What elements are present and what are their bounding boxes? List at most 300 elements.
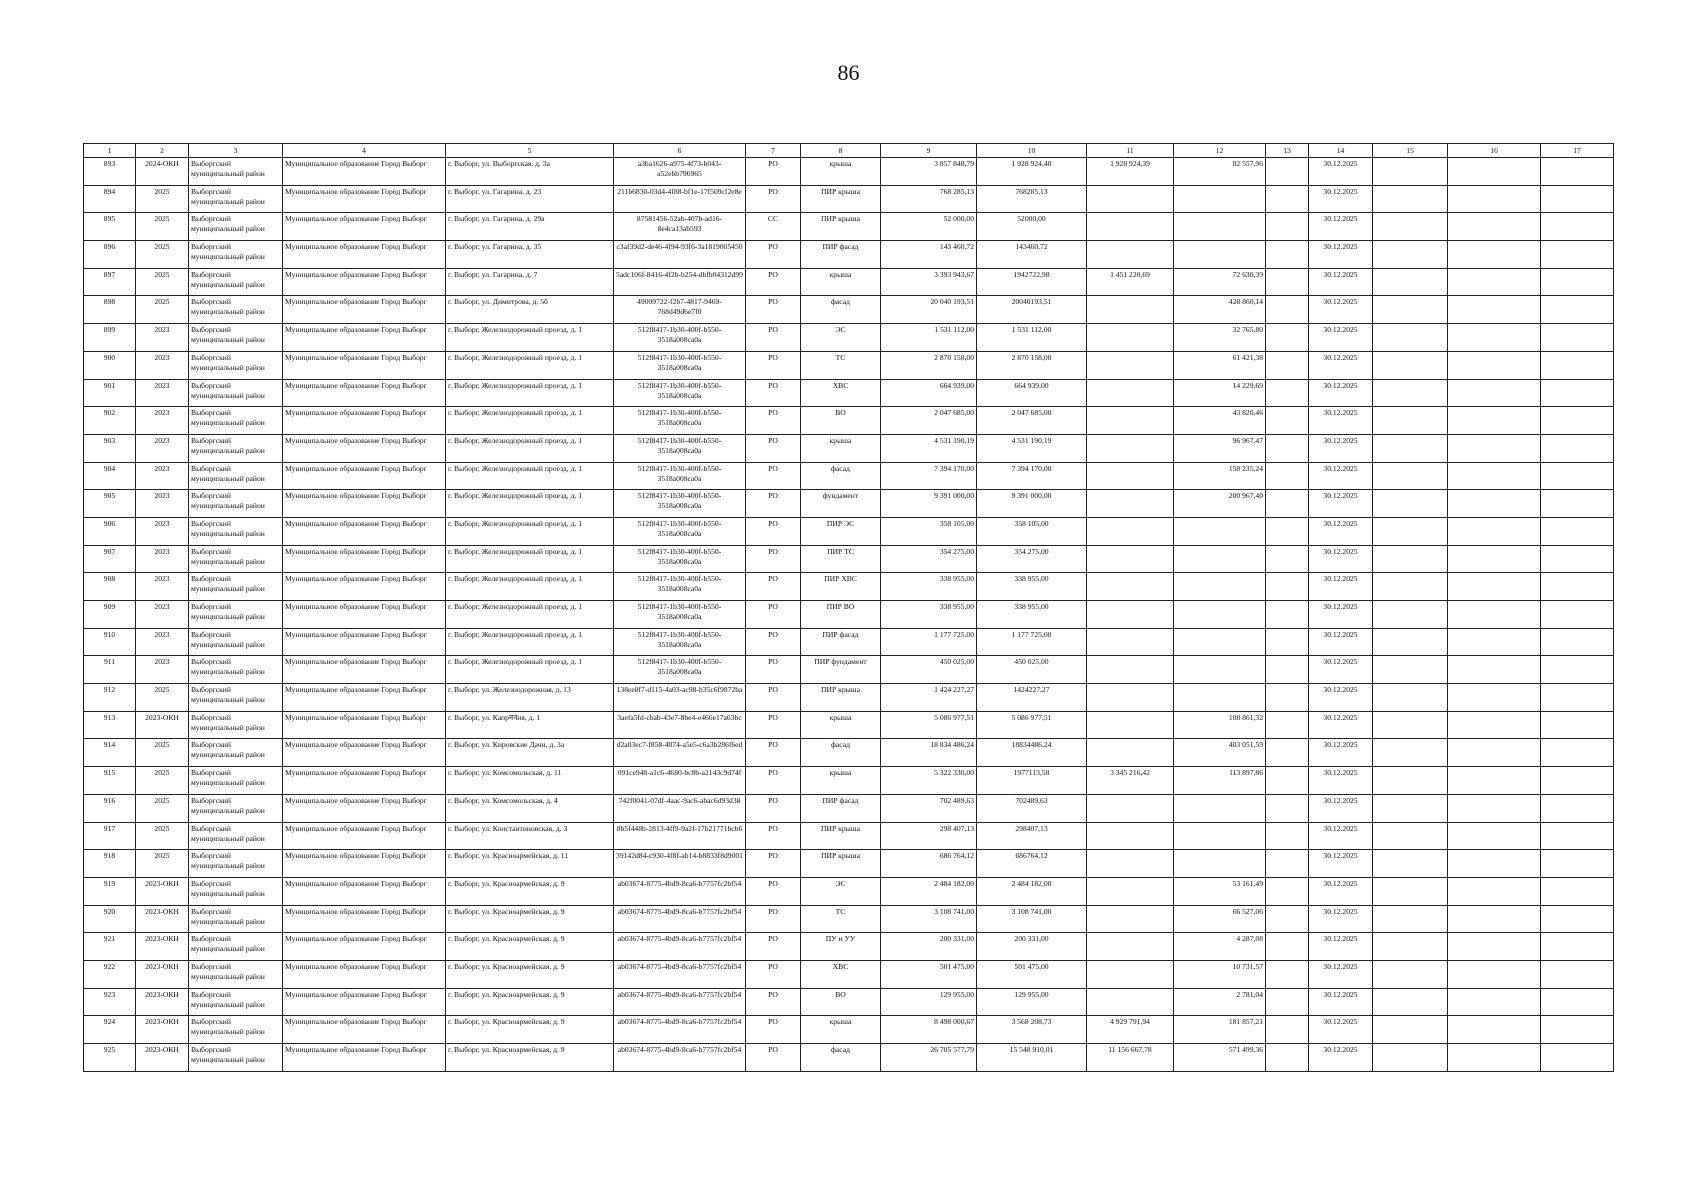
cell-col-15 — [1373, 711, 1448, 739]
cell-col-13 — [1266, 462, 1309, 490]
cell-address: г. Выборг, Железнодорожный проезд, д. 1 — [446, 490, 614, 518]
cell-row-number: 902 — [84, 407, 136, 435]
cell-col-16 — [1448, 213, 1541, 241]
cell-municipality: Муниципальное образование Город Выборг — [283, 988, 446, 1016]
cell-type: РО — [746, 434, 801, 462]
cell-total-cost: 129 955,00 — [881, 988, 977, 1016]
table-row — [84, 794, 1614, 822]
cell-total-cost: 5 322 330,00 — [881, 767, 977, 795]
cell-extra-cost — [1087, 296, 1174, 324]
cell-house-id: 138ee8f7-d115-4a03-ac98-b35c6f9872ba — [614, 684, 746, 712]
cell-construction-control: 96 967,47 — [1174, 434, 1266, 462]
table-row — [84, 905, 1614, 933]
cell-fund-cost: 358 105,00 — [977, 517, 1087, 545]
cell-extra-cost: 1 451 220,69 — [1087, 268, 1174, 296]
cell-col-16 — [1448, 324, 1541, 352]
cell-total-cost: 7 394 170,00 — [881, 462, 977, 490]
table-row — [84, 933, 1614, 961]
cell-municipality: Муниципальное образование Город Выборг — [283, 185, 446, 213]
cell-fund-cost: 1424227,27 — [977, 684, 1087, 712]
cell-district: Выборгский муниципальный район — [189, 517, 283, 545]
cell-year: 2023 — [136, 490, 189, 518]
cell-municipality: Муниципальное образование Город Выборг — [283, 213, 446, 241]
cell-total-cost: 768 285,13 — [881, 185, 977, 213]
cell-col-17 — [1541, 988, 1614, 1016]
cell-row-number: 914 — [84, 739, 136, 767]
cell-col-16 — [1448, 185, 1541, 213]
table-row — [84, 351, 1614, 379]
cell-extra-cost — [1087, 794, 1174, 822]
cell-district: Выборгский муниципальный район — [189, 296, 283, 324]
cell-type: РО — [746, 407, 801, 435]
table-row — [84, 462, 1614, 490]
cell-col-16 — [1448, 601, 1541, 629]
cell-col-15 — [1373, 684, 1448, 712]
table-row — [84, 296, 1614, 324]
page-number: 86 — [837, 60, 860, 85]
cell-col-15 — [1373, 351, 1448, 379]
cell-municipality: Муниципальное образование Город Выборг — [283, 767, 446, 795]
cell-col-15 — [1373, 462, 1448, 490]
cell-fund-cost: 768285,13 — [977, 185, 1087, 213]
cell-house-id: c3af39d2-de46-4f94-93f6-3a1819005450 — [614, 241, 746, 269]
cell-col-17 — [1541, 517, 1614, 545]
cell-col-15 — [1373, 545, 1448, 573]
cell-extra-cost — [1087, 573, 1174, 601]
cell-deadline: 30.12.2025 — [1309, 1016, 1373, 1044]
cell-year: 2023 — [136, 434, 189, 462]
cell-col-13 — [1266, 407, 1309, 435]
cell-construction-control: 43 820,46 — [1174, 407, 1266, 435]
cell-municipality: Муниципальное образование Город Выборг — [283, 407, 446, 435]
cell-total-cost: 3 108 741,00 — [881, 905, 977, 933]
cell-row-number: 916 — [84, 794, 136, 822]
column-header: 4 — [283, 144, 446, 158]
cell-col-15 — [1373, 573, 1448, 601]
cell-extra-cost: 4 929 791,94 — [1087, 1016, 1174, 1044]
cell-col-17 — [1541, 656, 1614, 684]
cell-fund-cost: 2 870 158,00 — [977, 351, 1087, 379]
cell-district: Выборгский муниципальный район — [189, 158, 283, 186]
cell-house-id: 5adc106f-8416-4f2b-b254-dbfb04312d99 — [614, 268, 746, 296]
cell-deadline: 30.12.2025 — [1309, 241, 1373, 269]
cell-district: Выборгский муниципальный район — [189, 822, 283, 850]
cell-house-id: 512f8417-1b30-400f-b550-3518a008ca0a — [614, 324, 746, 352]
cell-construction-control: 200 967,40 — [1174, 490, 1266, 518]
cell-extra-cost — [1087, 407, 1174, 435]
cell-deadline: 30.12.2025 — [1309, 822, 1373, 850]
cell-row-number: 896 — [84, 241, 136, 269]
cell-construction-control: 66 527,06 — [1174, 905, 1266, 933]
cell-col-16 — [1448, 1016, 1541, 1044]
cell-address: г. Выборг, ул. Кировские Дачи, д. 3а — [446, 739, 614, 767]
cell-col-17 — [1541, 1016, 1614, 1044]
cell-total-cost: 358 105,00 — [881, 517, 977, 545]
cell-col-15 — [1373, 822, 1448, 850]
cell-work-type: ТС — [801, 351, 881, 379]
cell-col-13 — [1266, 379, 1309, 407]
cell-fund-cost: 15 548 910,01 — [977, 1044, 1087, 1072]
table-row — [84, 988, 1614, 1016]
cell-fund-cost: 7 394 170,00 — [977, 462, 1087, 490]
cell-col-15 — [1373, 739, 1448, 767]
cell-type: РО — [746, 462, 801, 490]
cell-col-17 — [1541, 324, 1614, 352]
table-body — [84, 158, 1614, 1072]
cell-fund-cost: 1977113,58 — [977, 767, 1087, 795]
cell-extra-cost — [1087, 822, 1174, 850]
cell-deadline: 30.12.2025 — [1309, 213, 1373, 241]
cell-construction-control: 61 421,38 — [1174, 351, 1266, 379]
cell-year: 2023 — [136, 324, 189, 352]
cell-total-cost: 3 857 848,79 — [881, 158, 977, 186]
cell-year: 2023 — [136, 656, 189, 684]
cell-work-type: ПИР крыша — [801, 850, 881, 878]
cell-address: г. Выборг, ул. Красноармейская, д. 9 — [446, 933, 614, 961]
cell-district: Выборгский муниципальный район — [189, 711, 283, 739]
cell-district: Выборгский муниципальный район — [189, 462, 283, 490]
cell-district: Выборгский муниципальный район — [189, 379, 283, 407]
cell-deadline: 30.12.2025 — [1309, 407, 1373, 435]
cell-col-13 — [1266, 794, 1309, 822]
table-row — [84, 241, 1614, 269]
cell-district: Выборгский муниципальный район — [189, 877, 283, 905]
cell-municipality: Муниципальное образование Город Выборг — [283, 711, 446, 739]
cell-municipality: Муниципальное образование Город Выборг — [283, 462, 446, 490]
cell-year: 2023-ОКН — [136, 877, 189, 905]
cell-total-cost: 3 393 943,67 — [881, 268, 977, 296]
cell-col-16 — [1448, 241, 1541, 269]
cell-col-13 — [1266, 739, 1309, 767]
cell-col-17 — [1541, 379, 1614, 407]
cell-address: г. Выборг, ул. Красноармейская, д. 11 — [446, 850, 614, 878]
cell-total-cost: 501 475,00 — [881, 960, 977, 988]
column-header: 9 — [881, 144, 977, 158]
cell-house-id: ab03674-8775-4bd9-8ca6-b7757fc2bf54 — [614, 905, 746, 933]
cell-work-type: ПИР ХВС — [801, 573, 881, 601]
cell-work-type: ВО — [801, 407, 881, 435]
cell-construction-control — [1174, 601, 1266, 629]
cell-construction-control — [1174, 213, 1266, 241]
cell-address: г. Выборг, ул. Красноармейская, д. 9 — [446, 1044, 614, 1072]
cell-col-17 — [1541, 213, 1614, 241]
cell-year: 2025 — [136, 767, 189, 795]
cell-row-number: 915 — [84, 767, 136, 795]
cell-col-16 — [1448, 462, 1541, 490]
cell-type: РО — [746, 185, 801, 213]
cell-type: СС — [746, 213, 801, 241]
cell-house-id: 512f8417-1b30-400f-b550-3518a008ca0a — [614, 379, 746, 407]
cell-construction-control: 10 731,57 — [1174, 960, 1266, 988]
table-row — [84, 684, 1614, 712]
cell-year: 2023 — [136, 601, 189, 629]
cell-house-id: 512f8417-1b30-400f-b550-3518a008ca0a — [614, 517, 746, 545]
cell-deadline: 30.12.2025 — [1309, 905, 1373, 933]
cell-deadline: 30.12.2025 — [1309, 684, 1373, 712]
cell-address: г. Выборг, Железнодорожный проезд, д. 1 — [446, 324, 614, 352]
cell-col-15 — [1373, 1016, 1448, 1044]
cell-address: г. Выборг, Железнодорожный проезд, д. 1 — [446, 462, 614, 490]
cell-work-type: ПИР фасад — [801, 794, 881, 822]
cell-construction-control: 428 860,14 — [1174, 296, 1266, 324]
cell-work-type: ПИР крыша — [801, 213, 881, 241]
cell-municipality: Муниципальное образование Город Выборг — [283, 517, 446, 545]
cell-col-17 — [1541, 933, 1614, 961]
cell-work-type: ТС — [801, 905, 881, 933]
cell-address: г. Выборг, ул. Гагарина, д. 23 — [446, 185, 614, 213]
column-header: 6 — [614, 144, 746, 158]
cell-col-13 — [1266, 573, 1309, 601]
cell-fund-cost: 2 047 685,00 — [977, 407, 1087, 435]
cell-type: РО — [746, 379, 801, 407]
cell-total-cost: 338 955,00 — [881, 573, 977, 601]
cell-row-number: 918 — [84, 850, 136, 878]
column-header: 3 — [189, 144, 283, 158]
cell-total-cost: 9 391 000,00 — [881, 490, 977, 518]
cell-col-13 — [1266, 434, 1309, 462]
cell-municipality: Муниципальное образование Город Выборг — [283, 1016, 446, 1044]
cell-col-16 — [1448, 877, 1541, 905]
cell-district: Выборгский муниципальный район — [189, 1016, 283, 1044]
cell-house-id: 512f8417-1b30-400f-b550-3518a008ca0a — [614, 434, 746, 462]
cell-row-number: 894 — [84, 185, 136, 213]
cell-row-number: 899 — [84, 324, 136, 352]
cell-construction-control — [1174, 241, 1266, 269]
column-header: 16 — [1448, 144, 1541, 158]
cell-work-type: ПИР крыша — [801, 185, 881, 213]
cell-type: РО — [746, 1044, 801, 1072]
cell-col-15 — [1373, 185, 1448, 213]
cell-deadline: 30.12.2025 — [1309, 739, 1373, 767]
cell-col-15 — [1373, 767, 1448, 795]
cell-year: 2023-ОКН — [136, 960, 189, 988]
cell-work-type: фасад — [801, 296, 881, 324]
cell-col-16 — [1448, 573, 1541, 601]
column-header: 8 — [801, 144, 881, 158]
cell-year: 2023-ОКН — [136, 1016, 189, 1044]
column-header: 13 — [1266, 144, 1309, 158]
cell-col-17 — [1541, 1044, 1614, 1072]
cell-type: РО — [746, 711, 801, 739]
cell-col-17 — [1541, 739, 1614, 767]
cell-work-type: крыша — [801, 158, 881, 186]
cell-year: 2025 — [136, 213, 189, 241]
cell-municipality: Муниципальное образование Город Выборг — [283, 877, 446, 905]
cell-fund-cost: 686764,12 — [977, 850, 1087, 878]
cell-col-17 — [1541, 296, 1614, 324]
cell-row-number: 903 — [84, 434, 136, 462]
cell-address: г. Выборг, ул. Красноармейская, д. 9 — [446, 960, 614, 988]
cell-col-15 — [1373, 213, 1448, 241]
cell-type: РО — [746, 158, 801, 186]
cell-house-id: 39142d84-c930-4f8f-ab14-b8833f8d9001 — [614, 850, 746, 878]
cell-row-number: 911 — [84, 656, 136, 684]
cell-year: 2023 — [136, 628, 189, 656]
cell-total-cost: 1 177 725,00 — [881, 628, 977, 656]
cell-year: 2023-ОКН — [136, 1044, 189, 1072]
cell-col-16 — [1448, 684, 1541, 712]
cell-house-id: 512f8417-1b30-400f-b550-3518a008ca0a — [614, 462, 746, 490]
cell-extra-cost: 11 156 667,78 — [1087, 1044, 1174, 1072]
cell-district: Выборгский муниципальный район — [189, 794, 283, 822]
cell-col-17 — [1541, 462, 1614, 490]
cell-district: Выборгский муниципальный район — [189, 850, 283, 878]
column-header: 11 — [1087, 144, 1174, 158]
cell-col-13 — [1266, 822, 1309, 850]
cell-col-13 — [1266, 545, 1309, 573]
table-row — [84, 490, 1614, 518]
cell-col-17 — [1541, 684, 1614, 712]
cell-municipality: Муниципальное образование Город Выборг — [283, 656, 446, 684]
cell-col-17 — [1541, 601, 1614, 629]
cell-col-16 — [1448, 407, 1541, 435]
cell-address: г. Выборг, ул. Красноармейская, д. 9 — [446, 905, 614, 933]
cell-municipality: Муниципальное образование Город Выборг — [283, 601, 446, 629]
cell-work-type: ЭС — [801, 877, 881, 905]
cell-year: 2025 — [136, 296, 189, 324]
cell-col-13 — [1266, 905, 1309, 933]
cell-address: г. Выборг, ул. Красноармейская, д. 9 — [446, 1016, 614, 1044]
cell-municipality: Муниципальное образование Город Выборг — [283, 490, 446, 518]
cell-col-15 — [1373, 379, 1448, 407]
cell-fund-cost: 501 475,00 — [977, 960, 1087, 988]
cell-type: РО — [746, 573, 801, 601]
cell-municipality: Муниципальное образование Город Выборг — [283, 822, 446, 850]
cell-extra-cost: 3 345 216,42 — [1087, 767, 1174, 795]
cell-deadline: 30.12.2025 — [1309, 767, 1373, 795]
cell-construction-control — [1174, 822, 1266, 850]
cell-house-id: ab03674-8775-4bd9-8ca6-b7757fc2bf54 — [614, 1016, 746, 1044]
cell-district: Выборгский муниципальный район — [189, 933, 283, 961]
cell-house-id: 512f8417-1b30-400f-b550-3518a008ca0a — [614, 573, 746, 601]
cell-fund-cost: 450 025,00 — [977, 656, 1087, 684]
cell-type: РО — [746, 794, 801, 822]
cell-construction-control — [1174, 656, 1266, 684]
cell-municipality: Муниципальное образование Город Выборг — [283, 1044, 446, 1072]
cell-district: Выборгский муниципальный район — [189, 905, 283, 933]
cell-extra-cost — [1087, 241, 1174, 269]
cell-row-number: 898 — [84, 296, 136, 324]
cell-row-number: 912 — [84, 684, 136, 712]
cell-year: 2024-ОКН — [136, 158, 189, 186]
cell-col-17 — [1541, 573, 1614, 601]
cell-deadline: 30.12.2025 — [1309, 545, 1373, 573]
cell-extra-cost — [1087, 517, 1174, 545]
cell-col-16 — [1448, 794, 1541, 822]
cell-extra-cost — [1087, 905, 1174, 933]
cell-year: 2025 — [136, 185, 189, 213]
cell-fund-cost: 18834486,24 — [977, 739, 1087, 767]
cell-type: РО — [746, 545, 801, 573]
cell-col-13 — [1266, 351, 1309, 379]
cell-municipality: Муниципальное образование Город Выборг — [283, 628, 446, 656]
cell-col-13 — [1266, 988, 1309, 1016]
cell-row-number: 900 — [84, 351, 136, 379]
cell-work-type: ПИР фасад — [801, 628, 881, 656]
cell-district: Выборгский муниципальный район — [189, 1044, 283, 1072]
cell-house-id: ab03674-8775-4bd9-8ca6-b7757fc2bf54 — [614, 988, 746, 1016]
cell-col-16 — [1448, 351, 1541, 379]
table-row — [84, 379, 1614, 407]
cell-extra-cost — [1087, 185, 1174, 213]
cell-total-cost: 200 331,00 — [881, 933, 977, 961]
cell-address: г. Выборг, Железнодорожный проезд, д. 1 — [446, 601, 614, 629]
cell-house-id: 512f8417-1b30-400f-b550-3518a008ca0a — [614, 601, 746, 629]
cell-type: РО — [746, 767, 801, 795]
cell-col-13 — [1266, 1044, 1309, 1072]
cell-fund-cost: 664 939,00 — [977, 379, 1087, 407]
cell-deadline: 30.12.2025 — [1309, 490, 1373, 518]
cell-year: 2023 — [136, 462, 189, 490]
cell-construction-control — [1174, 517, 1266, 545]
cell-work-type: крыша — [801, 434, 881, 462]
table-row — [84, 601, 1614, 629]
cell-municipality: Муниципальное образование Город Выборг — [283, 850, 446, 878]
cell-fund-cost: 52000,00 — [977, 213, 1087, 241]
cell-total-cost: 702 489,63 — [881, 794, 977, 822]
cell-col-13 — [1266, 628, 1309, 656]
table-row — [84, 268, 1614, 296]
cell-fund-cost: 2 484 182,00 — [977, 877, 1087, 905]
cell-col-16 — [1448, 158, 1541, 186]
cell-fund-cost: 4 531 190,19 — [977, 434, 1087, 462]
cell-construction-control — [1174, 573, 1266, 601]
cell-district: Выборгский муниципальный район — [189, 185, 283, 213]
cell-work-type: фасад — [801, 1044, 881, 1072]
cell-type: РО — [746, 601, 801, 629]
cell-deadline: 30.12.2025 — [1309, 324, 1373, 352]
cell-house-id: 211b6830-03d4-4f88-bf1e-17f509cf2e8e — [614, 185, 746, 213]
cell-house-id: 87581456-52ab-407b-ad16-8e4ca13ab593 — [614, 213, 746, 241]
cell-extra-cost — [1087, 960, 1174, 988]
cell-col-16 — [1448, 850, 1541, 878]
cell-col-15 — [1373, 268, 1448, 296]
cell-address: г. Выборг, Железнодорожный проезд, д. 1 — [446, 656, 614, 684]
cell-deadline: 30.12.2025 — [1309, 185, 1373, 213]
cell-construction-control: 403 051,59 — [1174, 739, 1266, 767]
cell-col-13 — [1266, 933, 1309, 961]
cell-district: Выборгский муниципальный район — [189, 739, 283, 767]
cell-col-15 — [1373, 324, 1448, 352]
cell-total-cost: 5 086 977,51 — [881, 711, 977, 739]
cell-row-number: 919 — [84, 877, 136, 905]
cell-row-number: 893 — [84, 158, 136, 186]
cell-col-17 — [1541, 434, 1614, 462]
cell-year: 2025 — [136, 268, 189, 296]
cell-col-15 — [1373, 794, 1448, 822]
table-row — [84, 517, 1614, 545]
cell-col-15 — [1373, 158, 1448, 186]
cell-total-cost: 52 000,00 — [881, 213, 977, 241]
cell-total-cost: 686 764,12 — [881, 850, 977, 878]
cell-extra-cost — [1087, 545, 1174, 573]
cell-district: Выборгский муниципальный район — [189, 767, 283, 795]
cell-deadline: 30.12.2025 — [1309, 933, 1373, 961]
cell-work-type: ПИР фундамент — [801, 656, 881, 684]
cell-year: 2023 — [136, 573, 189, 601]
cell-col-16 — [1448, 988, 1541, 1016]
cell-house-id: 3aefa5fd-cbab-43e7-8be4-e466e17a63bc — [614, 711, 746, 739]
cell-col-16 — [1448, 545, 1541, 573]
cell-work-type: ХВС — [801, 960, 881, 988]
cell-municipality: Муниципальное образование Город Выборг — [283, 379, 446, 407]
cell-type: РО — [746, 684, 801, 712]
cell-total-cost: 2 484 182,00 — [881, 877, 977, 905]
cell-extra-cost: 1 928 924,39 — [1087, 158, 1174, 186]
cell-total-cost: 18 834 486,24 — [881, 739, 977, 767]
cell-col-13 — [1266, 185, 1309, 213]
cell-work-type: ПИР ВО — [801, 601, 881, 629]
